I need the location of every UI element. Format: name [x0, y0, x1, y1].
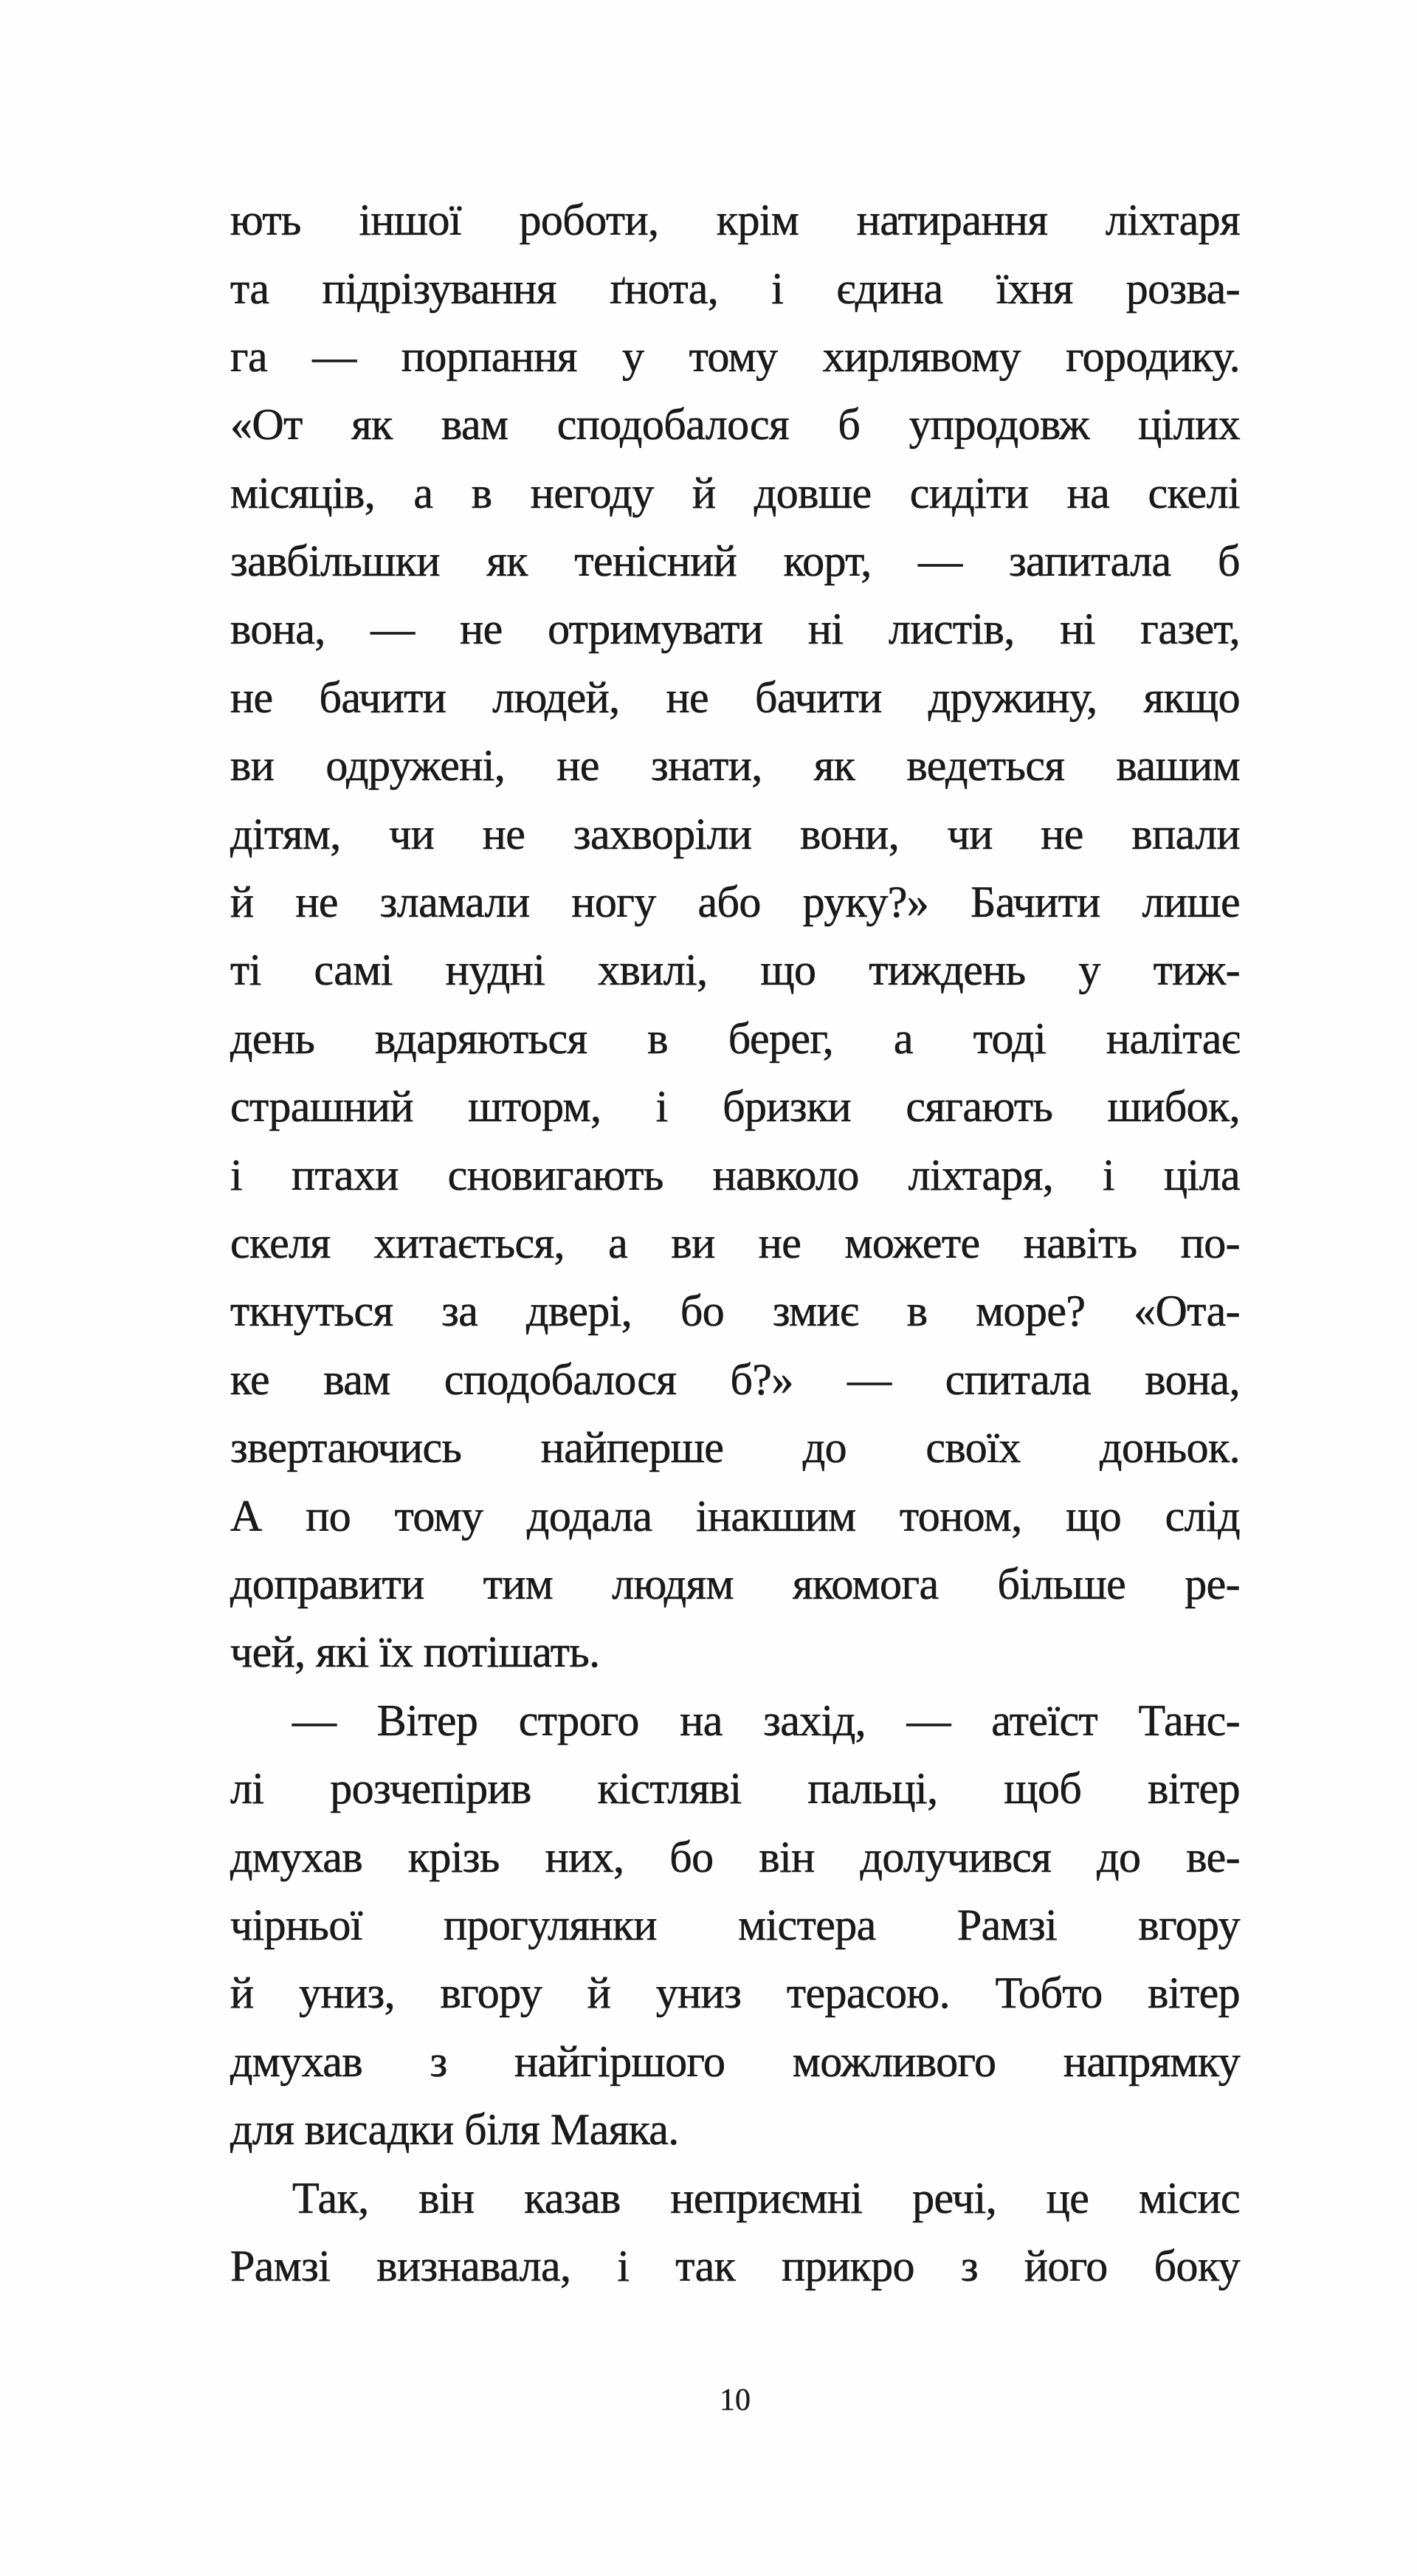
text-line: ке вам сподобалося б?» — спитала вона,	[230, 1355, 1240, 1404]
text-line: доправити тим людям якомога більше ре-	[230, 1560, 1240, 1608]
text-line: А по тому додала інакшим тоном, що слід	[230, 1492, 1240, 1540]
page-number: 10	[720, 2383, 751, 2417]
text-line: ють іншої роботи, крім натирання ліхтаря	[230, 196, 1240, 244]
text-line: дмухав з найгіршого можливого напрямку	[230, 2037, 1240, 2086]
text-line: й не зламали ногу або руку?» Бачити лише	[230, 878, 1240, 926]
text-line: для висадки біля Маяка.	[230, 2105, 679, 2154]
text-line: чей, які їх потішать.	[230, 1628, 600, 1676]
text-line: скеля хитається, а ви не можете навіть по-	[230, 1219, 1240, 1267]
text-line: й униз, вгору й униз терасою. Тобто вітер	[230, 1969, 1240, 2017]
text-line: не бачити людей, не бачити дружину, якщо	[230, 673, 1240, 722]
text-line: лі розчепірив кістляві пальці, щоб вітер	[230, 1764, 1240, 1813]
text-line: чірньої прогулянки містера Рамзі вгору	[230, 1901, 1240, 1949]
text-line: вона, — не отримувати ні листів, ні газет,	[230, 605, 1240, 653]
text-line-paragraph-start: Так, він казав неприємні речі, це місис	[292, 2174, 1240, 2222]
text-line: дмухав крізь них, бо він долучився до ве-	[230, 1833, 1240, 1881]
text-line: звертаючись найперше до своїх доньок.	[230, 1423, 1240, 1472]
text-line: ті самі нудні хвилі, що тиждень у тиж-	[230, 946, 1240, 994]
text-line: «От як вам сподобалося б упродовж цілих	[230, 400, 1240, 449]
text-line: га — порпання у тому хирлявому городику.	[230, 332, 1240, 381]
text-line: дітям, чи не захворіли вони, чи не впали	[230, 810, 1240, 858]
text-line: та підрізування ґнота, і єдина їхня розва-	[230, 264, 1240, 313]
text-line: день вдаряються в берег, а тоді налітає	[230, 1014, 1240, 1063]
text-line: і птахи сновигають навколо ліхтаря, і ціла	[230, 1151, 1240, 1199]
text-line: завбільшки як тенісний корт, — запитала б	[230, 537, 1240, 585]
text-line-paragraph-start: — Вітер строго на захід, — атеїст Танс-	[292, 1696, 1240, 1745]
text-line: страшний шторм, і бризки сягають шибок,	[230, 1082, 1240, 1131]
text-line: ткнуться за двері, бо змиє в море? «Ота-	[230, 1287, 1240, 1335]
text-line: Рамзі визнавала, і так прикро з його боку	[230, 2242, 1240, 2290]
text-line: ви одружені, не знати, як ведеться вашим	[230, 741, 1240, 790]
text-line: місяців, а в негоду й довше сидіти на скелі	[230, 469, 1240, 517]
